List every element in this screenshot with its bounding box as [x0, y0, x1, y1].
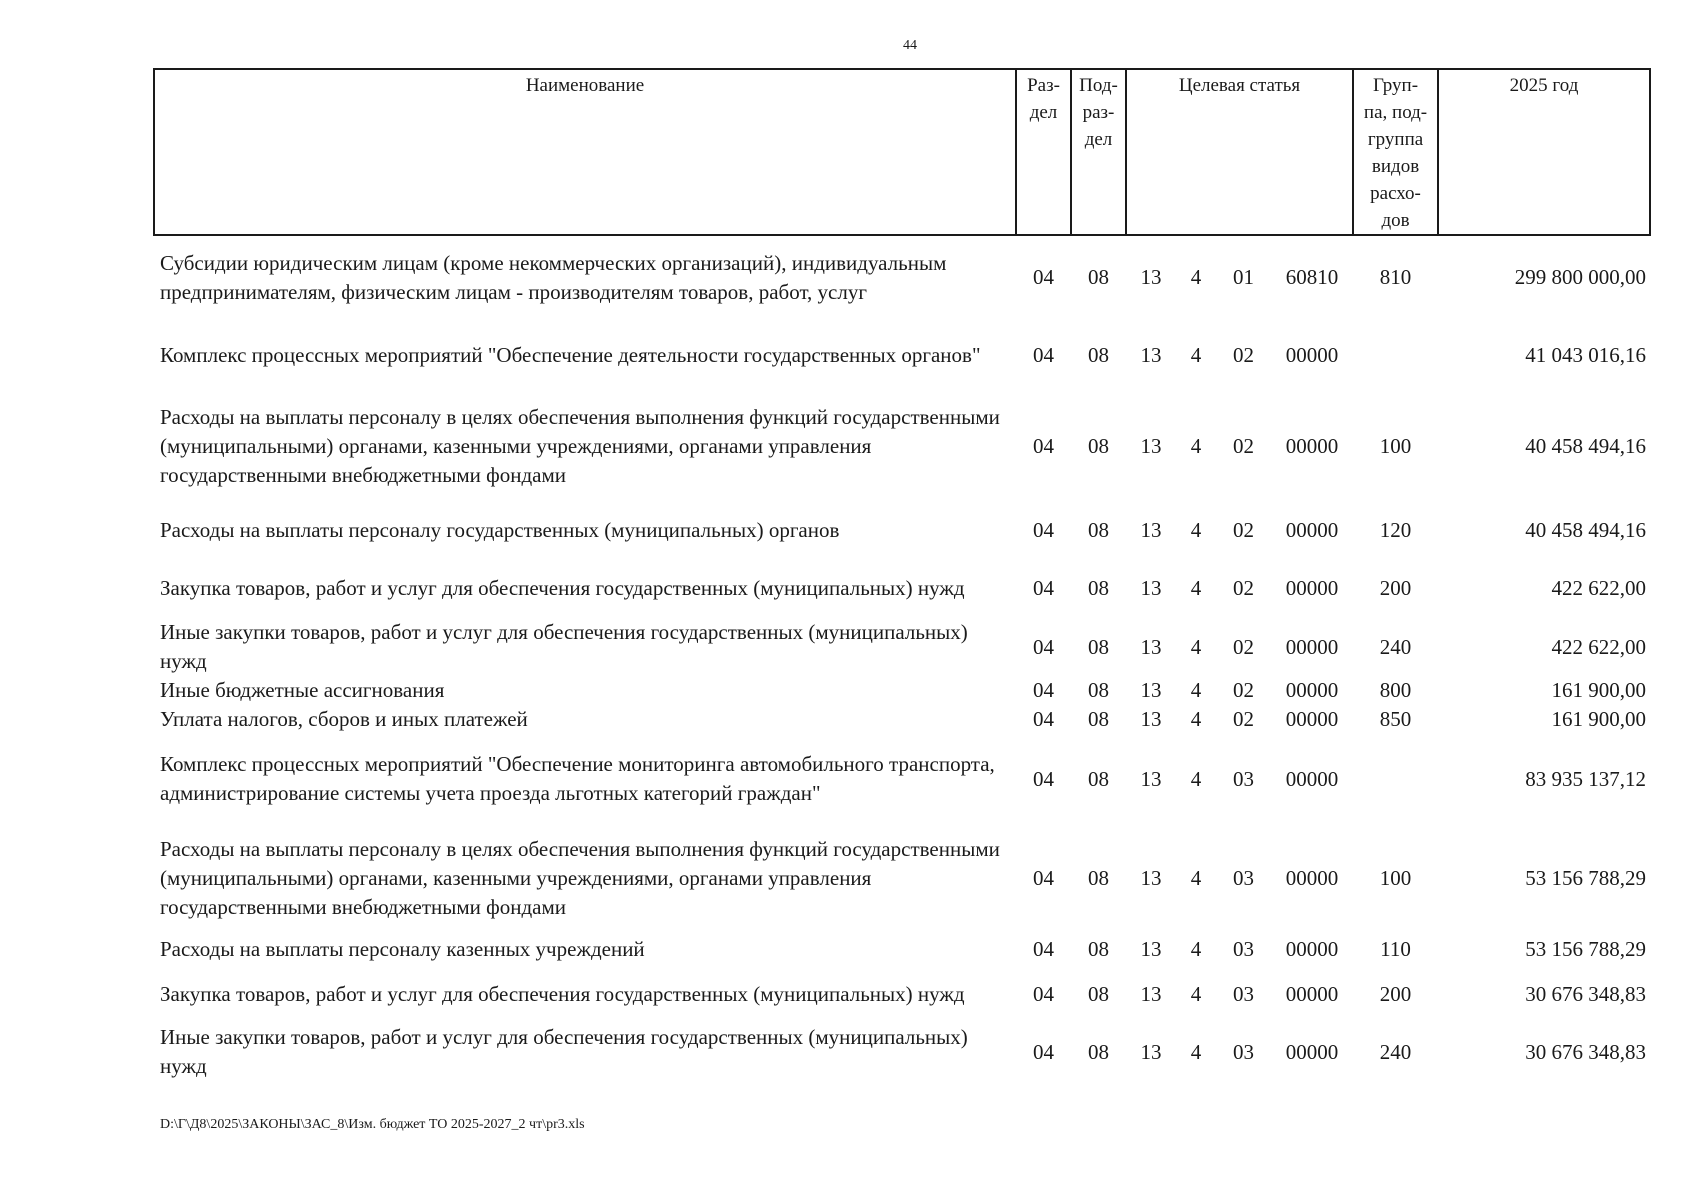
row-target-direction: 00000 — [1285, 865, 1339, 890]
row-amount: 30 676 348,83 — [1525, 1039, 1647, 1064]
row-section: 04 — [1033, 1039, 1054, 1064]
row-name: Иные бюджетные ассигнования — [160, 678, 445, 702]
row-target-event: 02 — [1233, 634, 1254, 659]
row-section: 04 — [1033, 981, 1054, 1006]
row-subsection: 08 — [1088, 707, 1109, 731]
row-target-direction: 00000 — [1285, 678, 1339, 702]
row-target-event: 03 — [1233, 936, 1254, 961]
row-target-program: 13 — [1140, 936, 1162, 961]
row-expense-group: 110 — [1380, 936, 1411, 961]
row-amount: 30 676 348,83 — [1525, 981, 1647, 1006]
row-section: 04 — [1033, 766, 1054, 791]
row-target-event: 02 — [1233, 678, 1254, 702]
row-target-program: 13 — [1140, 265, 1162, 289]
row-name: Иные закупки товаров, работ и услуг для обеспечения государственных (муниципальных) нужд — [160, 620, 968, 673]
row-target-type: 4 — [1190, 707, 1202, 731]
row-amount: 53 156 788,29 — [1525, 936, 1647, 961]
row-name: Иные закупки товаров, работ и услуг для обеспечения государственных (муниципальных) нужд — [160, 1025, 968, 1078]
row-subsection: 08 — [1088, 865, 1109, 890]
row-target-direction: 00000 — [1285, 766, 1339, 791]
row-target-type: 4 — [1190, 433, 1202, 458]
row-expense-group: 100 — [1379, 865, 1412, 890]
row-target-direction: 00000 — [1285, 517, 1339, 542]
row-amount: 40 458 494,16 — [1525, 433, 1647, 458]
row-amount: 83 935 137,12 — [1525, 766, 1647, 791]
row-target-program: 13 — [1140, 634, 1162, 659]
row-target-program: 13 — [1140, 678, 1162, 702]
table-row — [154, 932, 1650, 966]
row-subsection: 08 — [1088, 517, 1109, 542]
row-name: Закупка товаров, работ и услуг для обеспечения государственных (муниципальных) нужд — [160, 981, 965, 1006]
row-target-direction: 00000 — [1285, 342, 1339, 367]
row-target-event: 02 — [1233, 342, 1254, 367]
row-subsection: 08 — [1088, 634, 1109, 659]
row-section: 04 — [1033, 936, 1054, 961]
row-section: 04 — [1033, 634, 1054, 659]
table-row — [154, 676, 1650, 705]
header-section: Раз- дел — [1016, 69, 1071, 235]
row-amount: 161 900,00 — [1551, 707, 1647, 731]
row-expense-group: 240 — [1379, 634, 1412, 659]
row-target-event: 03 — [1233, 1039, 1254, 1064]
table-row — [154, 705, 1650, 734]
row-target-type: 4 — [1190, 634, 1202, 659]
row-target-type: 4 — [1190, 981, 1202, 1006]
row-section: 04 — [1033, 576, 1054, 600]
row-expense-group: 200 — [1379, 981, 1412, 1006]
row-amount: 53 156 788,29 — [1525, 865, 1647, 890]
table-row — [154, 235, 1650, 319]
budget-table — [153, 68, 1651, 1082]
row-expense-group — [1353, 734, 1438, 824]
row-target-type: 4 — [1190, 576, 1202, 600]
row-target-direction: 60810 — [1285, 265, 1339, 289]
row-subsection: 08 — [1088, 342, 1109, 367]
row-target-program: 13 — [1140, 342, 1162, 367]
header-year-2025: 2025 год — [1438, 69, 1650, 235]
row-subsection: 08 — [1088, 433, 1109, 458]
header-target-article: Целевая статья — [1126, 69, 1353, 235]
row-target-type: 4 — [1190, 865, 1202, 890]
row-expense-group: 810 — [1379, 265, 1412, 289]
row-expense-group: 100 — [1379, 433, 1412, 458]
header-name: Наименование — [154, 69, 1016, 235]
row-target-direction: 00000 — [1285, 707, 1339, 731]
row-target-event: 02 — [1233, 517, 1254, 542]
row-amount: 422 622,00 — [1551, 634, 1647, 659]
row-target-event: 02 — [1233, 576, 1254, 600]
row-target-type: 4 — [1190, 1039, 1202, 1064]
row-name: Комплекс процессных мероприятий "Обеспечение мониторинга автомобильного транспорта, администрирование системы учета проезда льготных категорий граждан" — [160, 752, 995, 805]
row-target-program: 13 — [1140, 766, 1162, 791]
row-section: 04 — [1033, 433, 1054, 458]
row-name: Расходы на выплаты персоналу казенных учреждений — [160, 936, 645, 961]
row-target-direction: 00000 — [1285, 1039, 1339, 1064]
row-expense-group: 200 — [1379, 576, 1412, 600]
row-subsection: 08 — [1088, 678, 1109, 702]
table-row — [154, 391, 1650, 501]
table-row — [154, 319, 1650, 391]
row-target-direction: 00000 — [1285, 981, 1339, 1006]
header-subsection: Под- раз- дел — [1071, 69, 1126, 235]
row-target-program: 13 — [1140, 865, 1162, 890]
row-section: 04 — [1033, 517, 1054, 542]
row-target-program: 13 — [1140, 433, 1162, 458]
row-target-type: 4 — [1190, 265, 1202, 289]
row-name: Расходы на выплаты персоналу в целях обеспечения выполнения функций государственными (муниципальными) органами, казенными учреждениями, органами управления государственными внебюджетными фондами — [160, 404, 1000, 487]
header-row — [154, 69, 1650, 235]
row-amount: 422 622,00 — [1551, 576, 1647, 600]
row-expense-group: 850 — [1379, 707, 1412, 731]
row-target-program: 13 — [1140, 1039, 1162, 1064]
file-path: D:\Г\Д8\2025\ЗАКОНЫ\ЗАС_8\Изм. бюджет ТО 2025-2027_2 чт\pr3.xls — [160, 1117, 585, 1132]
row-target-event: 03 — [1233, 865, 1254, 890]
row-target-type: 4 — [1190, 678, 1202, 702]
table-row — [154, 966, 1650, 1022]
row-subsection: 08 — [1088, 766, 1109, 791]
row-amount: 161 900,00 — [1551, 678, 1647, 702]
row-target-event: 02 — [1233, 433, 1254, 458]
row-target-program: 13 — [1140, 576, 1162, 600]
row-target-direction: 00000 — [1285, 433, 1339, 458]
row-target-program: 13 — [1140, 707, 1162, 731]
row-target-direction: 00000 — [1285, 634, 1339, 659]
row-target-event: 03 — [1233, 766, 1254, 791]
row-section: 04 — [1033, 342, 1054, 367]
table-row — [154, 824, 1650, 932]
row-target-event: 02 — [1233, 707, 1254, 731]
row-section: 04 — [1033, 265, 1054, 289]
row-expense-group: 800 — [1379, 678, 1412, 702]
row-name: Закупка товаров, работ и услуг для обеспечения государственных (муниципальных) нужд — [160, 576, 965, 600]
row-expense-group: 240 — [1379, 1039, 1412, 1064]
row-name: Расходы на выплаты персоналу государственных (муниципальных) органов — [160, 517, 840, 542]
row-section: 04 — [1033, 865, 1054, 890]
row-target-event: 01 — [1233, 265, 1254, 289]
table-row — [154, 618, 1650, 676]
row-target-program: 13 — [1140, 981, 1162, 1006]
row-amount: 299 800 000,00 — [1514, 265, 1647, 289]
row-section: 04 — [1033, 707, 1054, 731]
row-expense-group: 120 — [1379, 517, 1412, 542]
row-subsection: 08 — [1088, 981, 1109, 1006]
header-expense-group: Груп- па, под- группа видов расхо- дов — [1353, 69, 1438, 235]
row-subsection: 08 — [1088, 1039, 1109, 1064]
row-target-type: 4 — [1190, 342, 1202, 367]
row-target-direction: 00000 — [1285, 936, 1339, 961]
page-number: 44 — [903, 38, 917, 53]
row-section: 04 — [1033, 678, 1054, 702]
row-name: Комплекс процессных мероприятий "Обеспечение деятельности государственных органов" — [160, 342, 981, 367]
row-subsection: 08 — [1088, 936, 1109, 961]
row-target-direction: 00000 — [1285, 576, 1339, 600]
row-target-type: 4 — [1190, 517, 1202, 542]
table-row — [154, 1022, 1650, 1082]
row-expense-group — [1353, 319, 1438, 391]
row-name: Расходы на выплаты персоналу в целях обеспечения выполнения функций государственными (муниципальными) органами, казенными учреждениями, органами управления государственными внебюджетными фондами — [160, 836, 1000, 919]
table-body — [154, 235, 1650, 1082]
row-amount: 41 043 016,16 — [1525, 342, 1647, 367]
row-target-program: 13 — [1140, 517, 1162, 542]
table-row — [154, 559, 1650, 618]
row-subsection: 08 — [1088, 265, 1109, 289]
table-row — [154, 734, 1650, 824]
table-row — [154, 501, 1650, 559]
row-amount: 40 458 494,16 — [1525, 517, 1647, 542]
row-target-type: 4 — [1190, 766, 1202, 791]
row-target-event: 03 — [1233, 981, 1254, 1006]
row-name: Субсидии юридическим лицам (кроме некоммерческих организаций), индивидуальным предпринимателям, физическим лицам - производителям товаров, работ, услуг — [160, 250, 947, 304]
row-subsection: 08 — [1088, 576, 1109, 600]
row-name: Уплата налогов, сборов и иных платежей — [160, 707, 528, 731]
row-target-type: 4 — [1190, 936, 1202, 961]
